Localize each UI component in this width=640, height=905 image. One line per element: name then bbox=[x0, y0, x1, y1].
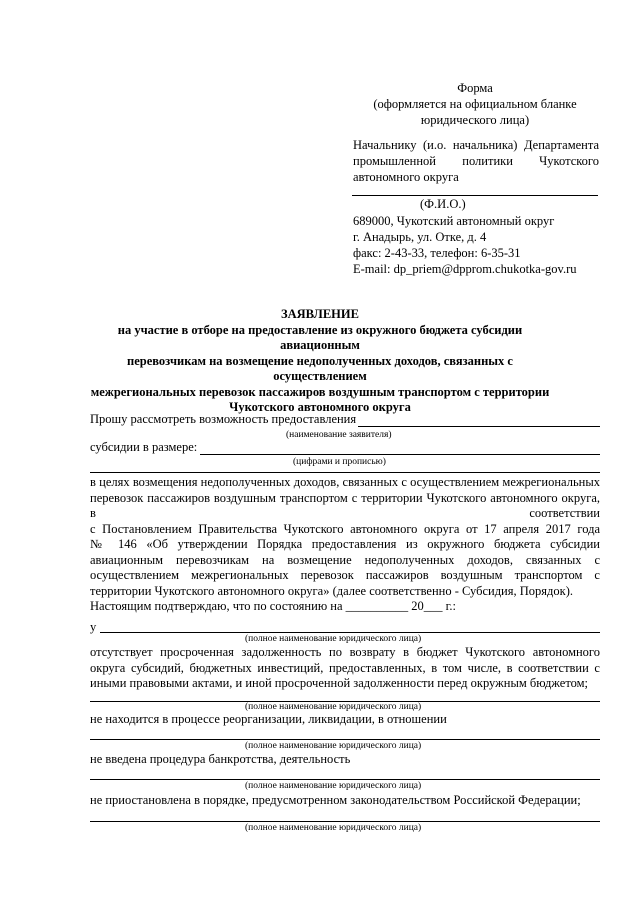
purpose-line7: осуществлением межрегиональных перевозок пассажиров воздушным транспортом с bbox=[90, 568, 600, 582]
title-line2: на участие в отборе на предоставление из окружного бюджета субсидии авиационным bbox=[117, 322, 523, 352]
amount-text: субсидии в размере: bbox=[90, 440, 198, 454]
purpose-line6: авиационным перевозчикам на возмещение недополученных доходов, связанных с bbox=[90, 552, 600, 567]
org-blank-line-1 bbox=[100, 632, 600, 633]
purpose-line8: территории Чукотского автономного округа» (далее соответственно - Субсидия, Порядок). bbox=[90, 583, 573, 598]
purpose-line2: перевозок пассажиров воздушным транспортом с территории Чукотского автономного округа, bbox=[90, 490, 600, 505]
title-line5: Чукотского автономного округа bbox=[229, 400, 411, 414]
purpose-line3 bbox=[90, 506, 600, 522]
org-caption-1: (полное наименование юридического лица) bbox=[245, 634, 422, 644]
confirm-text: Настоящим подтверждаю, что по состоянию на __________ 20___ г.: bbox=[90, 599, 456, 613]
addressee-line1: Начальнику (и.о. начальника) Департамента bbox=[353, 138, 599, 152]
form-header bbox=[355, 80, 595, 128]
org-caption-2: (полное наименование юридического лица) bbox=[245, 702, 422, 712]
bankruptcy-text: не введена процедура банкротства, деятельность bbox=[90, 752, 351, 766]
addressee-block bbox=[353, 137, 599, 185]
fio-blank-line bbox=[352, 195, 598, 196]
separator-line bbox=[90, 472, 600, 473]
purpose-line1: в целях возмещения недополученных доходов, связанных с осуществлением межрегиональных bbox=[90, 475, 600, 489]
title-line4: межрегиональных перевозок пассажиров воздушным транспортом с территории bbox=[90, 384, 550, 399]
purpose-line3-end: соответствии bbox=[529, 506, 600, 520]
confirm-u: у bbox=[90, 620, 97, 634]
applicant-caption: (наименование заявителя) bbox=[286, 430, 392, 440]
phone-line: факс: 2-43-33, телефон: 6-35-31 bbox=[353, 246, 521, 260]
title-line3: перевозчикам на возмещение недополученных доходов, связанных с осуществлением bbox=[127, 353, 513, 383]
debt-line2: округа субсидий, бюджетных инвестиций, предоставленных, в том числе, в соответствии с bbox=[90, 660, 600, 675]
org-caption-4: (полное наименование юридического лица) bbox=[245, 781, 422, 791]
debt-paragraph bbox=[90, 645, 600, 692]
address-block bbox=[353, 213, 599, 277]
form-label: Форма bbox=[457, 81, 493, 95]
title-heading: ЗАЯВЛЕНИЕ bbox=[281, 307, 359, 321]
reorg-text: не находится в процессе реорганизации, ликвидации, в отношении bbox=[90, 712, 447, 726]
request-text: Прошу рассмотреть возможность предоставления bbox=[90, 412, 357, 426]
purpose-line3-start: в bbox=[90, 506, 96, 520]
org-caption-5: (полное наименование юридического лица) bbox=[245, 823, 422, 833]
address-line2: г. Анадырь, ул. Отке, д. 4 bbox=[353, 230, 487, 244]
form-note-line1: (оформляется на официальном бланке bbox=[373, 97, 577, 111]
form-note-line2: юридического лица) bbox=[420, 113, 530, 127]
debt-line3: иными правовыми актами, и иной просроченной задолженности перед окружным бюджетом; bbox=[90, 676, 589, 690]
document-title bbox=[80, 307, 560, 416]
purpose-line4: с Постановлением Правительства Чукотского автономного округа от 17 апреля 2017 года bbox=[90, 521, 600, 536]
org-blank-line-3 bbox=[90, 739, 600, 740]
org-caption-3: (полное наименование юридического лица) bbox=[245, 741, 422, 751]
debt-line1: отсутствует просроченная задолженность по возврату в бюджет Чукотского автономного bbox=[90, 645, 600, 659]
purpose-line5: № 146 «Об утверждении Порядка предоставления из окружного бюджета субсидии bbox=[90, 537, 600, 551]
fio-caption: (Ф.И.О.) bbox=[420, 197, 466, 211]
suspended-text: не приостановлена в порядке, предусмотренном законодательством Российской Федерации; bbox=[90, 793, 581, 807]
addressee-line2: промышленной политики Чукотского bbox=[353, 154, 599, 168]
org-blank-line-5 bbox=[90, 821, 600, 822]
amount-caption: (цифрами и прописью) bbox=[293, 457, 386, 467]
address-line1: 689000, Чукотский автономный округ bbox=[353, 214, 555, 228]
org-blank-line-4 bbox=[90, 779, 600, 780]
amount-blank-line bbox=[200, 454, 600, 455]
email-line: E-mail: dp_priem@dpprom.chukotka-gov.ru bbox=[353, 262, 577, 276]
addressee-line3: автономного округа bbox=[353, 170, 459, 184]
applicant-blank-line bbox=[358, 426, 600, 427]
purpose-paragraph bbox=[90, 475, 600, 599]
